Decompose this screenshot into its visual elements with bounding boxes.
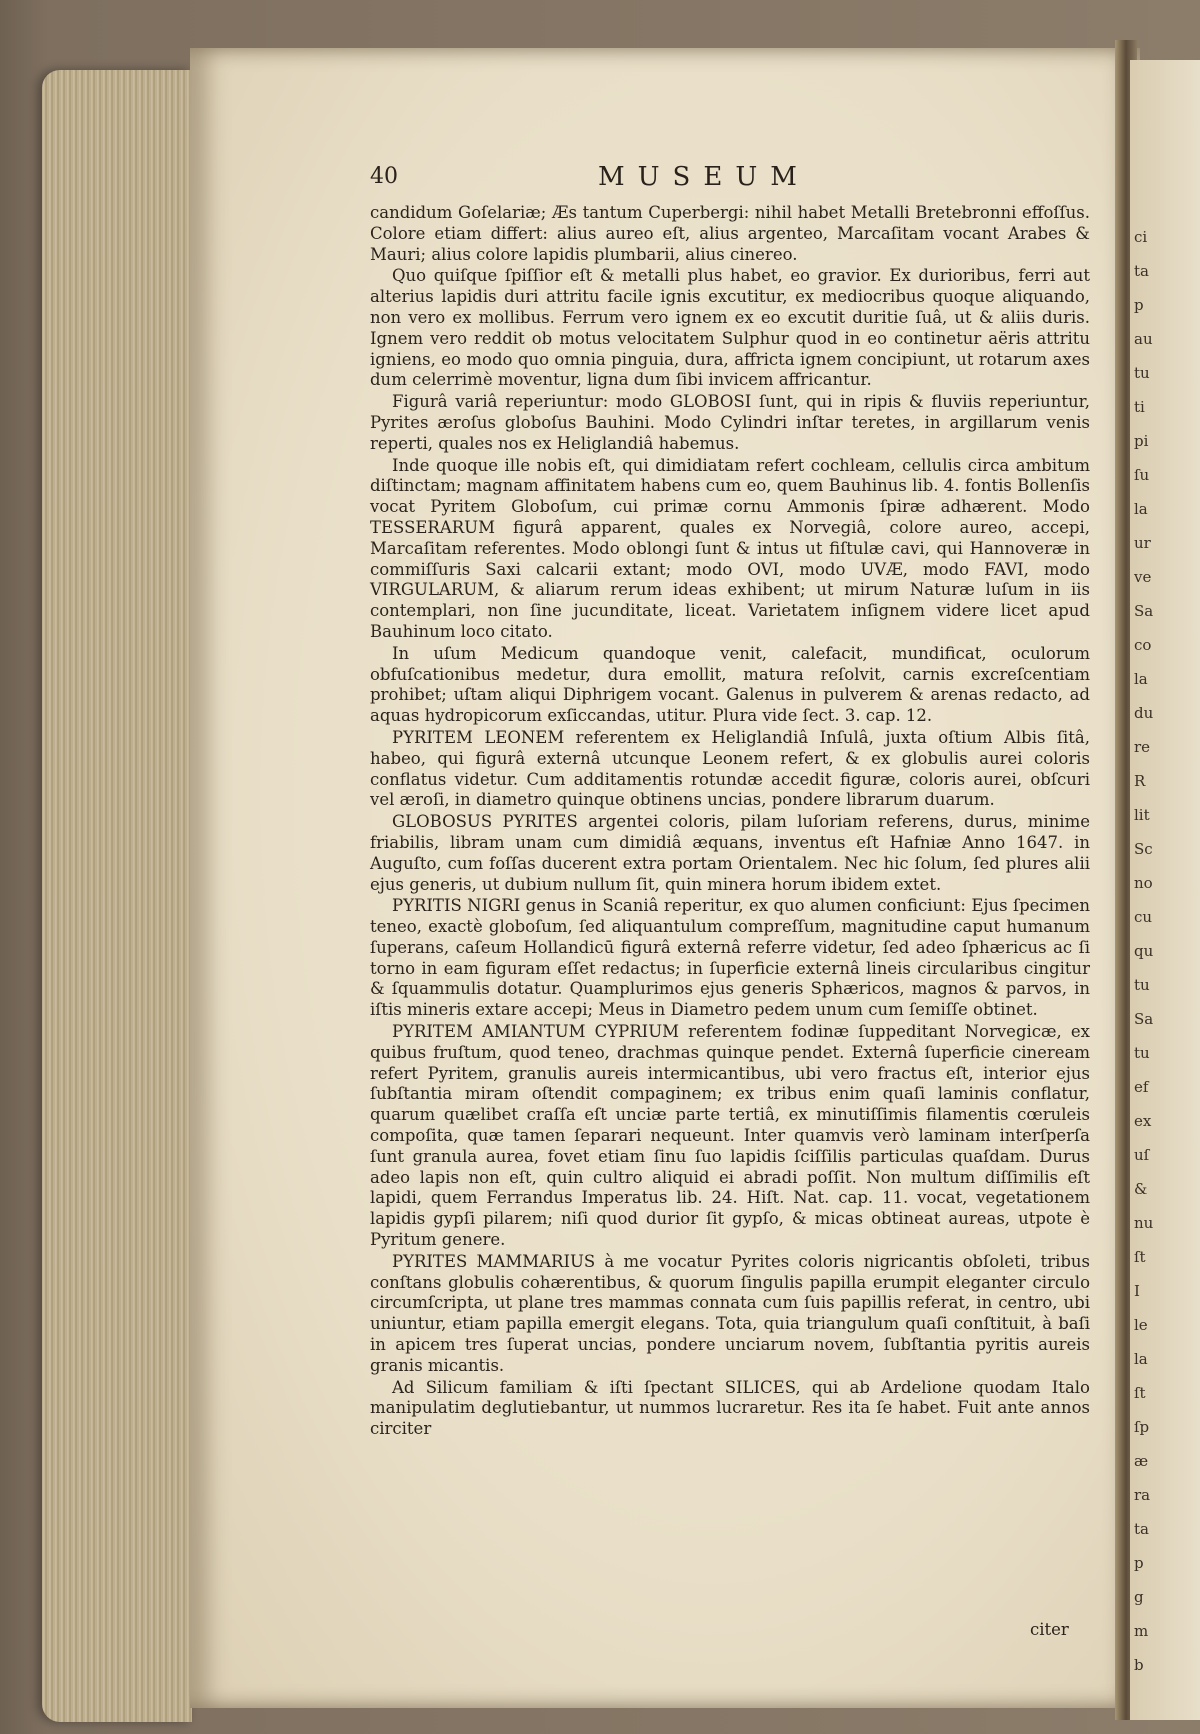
facing-fragment: au xyxy=(1134,330,1153,348)
facing-fragment: tu xyxy=(1134,1044,1150,1062)
facing-page-fragment xyxy=(1130,60,1200,1720)
facing-fragment: pi xyxy=(1134,432,1149,450)
paragraph: candidum Goſelariæ; Æs tantum Cuperbergi: nihil habet Metalli Bretebronni effoſſus. Colore etiam differt: alius aureo eſt, alius argenteo, Marcaſitam vocant Arabes & Mauri; alius colore lapidis plumbarii, alius cinereo. xyxy=(370,203,1090,264)
facing-fragment: lit xyxy=(1134,806,1150,824)
facing-fragment: m xyxy=(1134,1622,1149,1640)
facing-fragment: ſp xyxy=(1134,1418,1150,1436)
facing-fragment: æ xyxy=(1134,1452,1149,1470)
catchword: citer xyxy=(1030,1620,1069,1639)
paragraph: PYRITEM LEONEM referentem ex Heliglandiâ Inſulâ, juxta oſtium Albis ſitâ, habeo, qui figurâ externâ utcunque Leonem refert, & ex globulis aurei coloris conflatus videtur. Cum additamentis rotundæ accedit figuræ, coloris aurei, obſcuri vel æroſi, in diametro quinque obtinens uncias, pondere librarum duarum. xyxy=(370,727,1090,810)
facing-fragment: R xyxy=(1134,772,1146,790)
facing-fragment: co xyxy=(1134,636,1152,654)
facing-fragment: re xyxy=(1134,738,1151,756)
page-number: 40 xyxy=(370,164,398,189)
facing-fragment: ef xyxy=(1134,1078,1149,1096)
facing-fragment: ve xyxy=(1134,568,1152,586)
paragraph: Quo quiſque ſpiſſior eſt & metalli plus habet, eo gravior. Ex durioribus, ferri aut alterius lapidis duri attritu facile ignis excutitur, ex mediocribus quoque aliquando, non vero ex mollibus. Ferrum vero ignem ex eo excutit duritie ſuâ, ut & aliis duris. Ignem vero reddit ob motus velocitatem Sulphur quod in eo continetur aëris attritu igniens, eo modo quo omnia pinguia, dura, affricta ignem concipiunt, ut rotarum axes dum celerrimè moventur, ligna dum ſibi invicem affricantur. xyxy=(370,266,1090,390)
facing-fragment: qu xyxy=(1134,942,1154,960)
book-page-edges xyxy=(42,70,192,1722)
facing-fragment: tu xyxy=(1134,364,1150,382)
facing-fragment: du xyxy=(1134,704,1154,722)
paragraph: PYRITES MAMMARIUS à me vocatur Pyrites coloris nigricantis obſoleti, tribus conſtans globulis cohærentibus, & quorum ſingulis papilla erumpit eleganter circulo circumſcripta, ut plane tres mammas connata cum ſuis papillis referat, in centro, ubi uniuntur, etiam papilla emergit elegans. Tota, quia triangulum quaſi conſtituit, à baſi in apicem tres ſuperat uncias, pondere unciarum novem, ſubſtantia pyritis aureis granis micantis. xyxy=(370,1251,1090,1375)
facing-fragment: Sc xyxy=(1134,840,1153,858)
facing-fragment: g xyxy=(1134,1588,1144,1606)
facing-fragment: p xyxy=(1134,296,1144,314)
facing-fragment: ſt xyxy=(1134,1384,1146,1402)
facing-fragment: ſt xyxy=(1134,1248,1146,1266)
facing-fragment: la xyxy=(1134,670,1148,688)
running-title: MUSEUM xyxy=(598,162,810,192)
facing-fragment: nu xyxy=(1134,1214,1154,1232)
facing-fragment: ex xyxy=(1134,1112,1152,1130)
facing-fragment: tu xyxy=(1134,976,1150,994)
paragraph: Ad Silicum familiam & iſti ſpectant SILICES, qui ab Ardelione quodam Italo manipulatim deglutiebantur, ut nummos lucraretur. Res ita ſe habet. Fuit ante annos circiter xyxy=(370,1377,1090,1439)
facing-fragment: & xyxy=(1134,1180,1148,1198)
paragraph: Inde quoque ille nobis eſt, qui dimidiatam refert cochleam, cellulis circa ambitum diſtinctam; magnam affinitatem habens cum eo, quem Bauhinus lib. 4. fontis Bollenſis vocat Pyritem Globoſum, cui primæ cornu Ammonis ſpiræ adhærent. Modo TESSERARUM figurâ apparent, quales ex Norvegiâ, colore aureo, accepi, Marcaſitam referentes. Modo oblongi ſunt & intus ut fiſtulæ cavi, qui Hannoveræ in commiſſuris Saxi calcarii extant; modo OVI, modo UVÆ, modo FAVI, modo VIRGULARUM, & aliarum rerum ideas exhibent; ut mirum Naturæ luſum in iis contemplari, non ſine jucunditate, liceat. Varietatem inſignem videre licet apud Bauhinum loco citato. xyxy=(370,455,1090,641)
facing-fragment: le xyxy=(1134,1316,1148,1334)
paragraph: Figurâ variâ reperiuntur: modo GLOBOSI ſunt, qui in ripis & fluviis reperiuntur, Pyrites æroſus globoſus Bauhini. Modo Cylindri inſtar teretes, in argillarum venis reperti, quales nos ex Heliglandiâ habemus. xyxy=(370,392,1090,453)
facing-fragment: ti xyxy=(1134,398,1145,416)
facing-fragment: ta xyxy=(1134,1520,1149,1538)
facing-fragment: b xyxy=(1134,1656,1144,1674)
facing-fragment: la xyxy=(1134,500,1148,518)
facing-fragment: uſ xyxy=(1134,1146,1150,1164)
paragraph: PYRITEM AMIANTUM CYPRIUM referentem fodinæ ſuppeditant Norvegicæ, ex quibus fruſtum, quod teneo, drachmas quinque pendet. Externâ ſuperficie cineream refert Pyritem, granulis aureis intermicantibus, ubi vero fractus eſt, interior ejus ſubſtantia miram oſtendit compaginem; ex tribus enim quaſi laminis conflatur, quarum quælibet craſſa eſt unciæ parte tertiâ, ex minutiſſimis filamentis cœruleis compoſita, quæ tamen ſeparari nequeunt. Inter quamvis verò laminam interſperſa ſunt granula aurea, fovet etiam ſinu ſuo lapidis ſciſſilis particulas quaſdam. Durus adeo lapis non eſt, quin cultro aliquid ei abradi poſſit. Non multum diſſimilis eſt lapidi, quem Ferrandus Imperatus lib. 24. Hiſt. Nat. cap. 11. vocat, vegetationem lapidis gypſi pilarem; niſi quod durior ſit gypſo, & micas obtineat aureas, utpote è Pyritum genere. xyxy=(370,1022,1090,1250)
facing-fragment: ſu xyxy=(1134,466,1150,484)
facing-fragment: Sa xyxy=(1134,1010,1154,1028)
facing-fragment: p xyxy=(1134,1554,1144,1572)
facing-fragment: Sa xyxy=(1134,602,1154,620)
paragraph: PYRITIS NIGRI genus in Scaniâ reperitur, ex quo alumen conficiunt: Ejus ſpecimen teneo, exactè globoſum, ſed aliquantulum compreſſum, magnitudine caput humanum ſuperans, caſeum Hollandicū figurâ externâ referre videtur, ſed adeo ſphæricus ac ſi torno in eam figuram eſſet redactus; in ſuperficie externâ lineis circularibus cingitur & ſquammulis dotatur. Quamplurimos ejus generis Sphæricos, magnos & parvos, in iſtis mineris extare accepi; Meus in Diametro pedem unum cum ſemiſſe obtinet. xyxy=(370,896,1090,1020)
facing-fragment: ra xyxy=(1134,1486,1151,1504)
facing-fragment: ci xyxy=(1134,228,1148,246)
facing-fragment: I xyxy=(1134,1282,1140,1300)
facing-fragment: la xyxy=(1134,1350,1148,1368)
facing-fragment: ur xyxy=(1134,534,1151,552)
facing-fragment: no xyxy=(1134,874,1153,892)
facing-fragment: cu xyxy=(1134,908,1153,926)
paragraph: GLOBOSUS PYRITES argentei coloris, pilam luſoriam referens, durus, minime friabilis, libram unam cum dimidiâ æquans, inventus eſt Hafniæ Anno 1647. in Auguſto, cum foſſas ducerent extra portam Orientalem. Nec hic ſolum, ſed plures alii ejus generis, ut dubium nullum ſit, quin minera horum ibidem extet. xyxy=(370,812,1090,894)
paragraph: In uſum Medicum quandoque venit, calefacit, mundificat, oculorum obfuſcationibus medetur, dura emollit, matura reſolvit, carnis excreſcentiam prohibet; uſtam aliqui Diphrigem vocant. Galenus in pulverem & arenas redacto, ad aquas hydropicorum exſiccandas, utitur. Plura vide ſect. 3. cap. 12. xyxy=(370,643,1090,726)
body-text xyxy=(370,203,1090,1441)
facing-fragment: ta xyxy=(1134,262,1149,280)
page-header xyxy=(370,164,1070,204)
